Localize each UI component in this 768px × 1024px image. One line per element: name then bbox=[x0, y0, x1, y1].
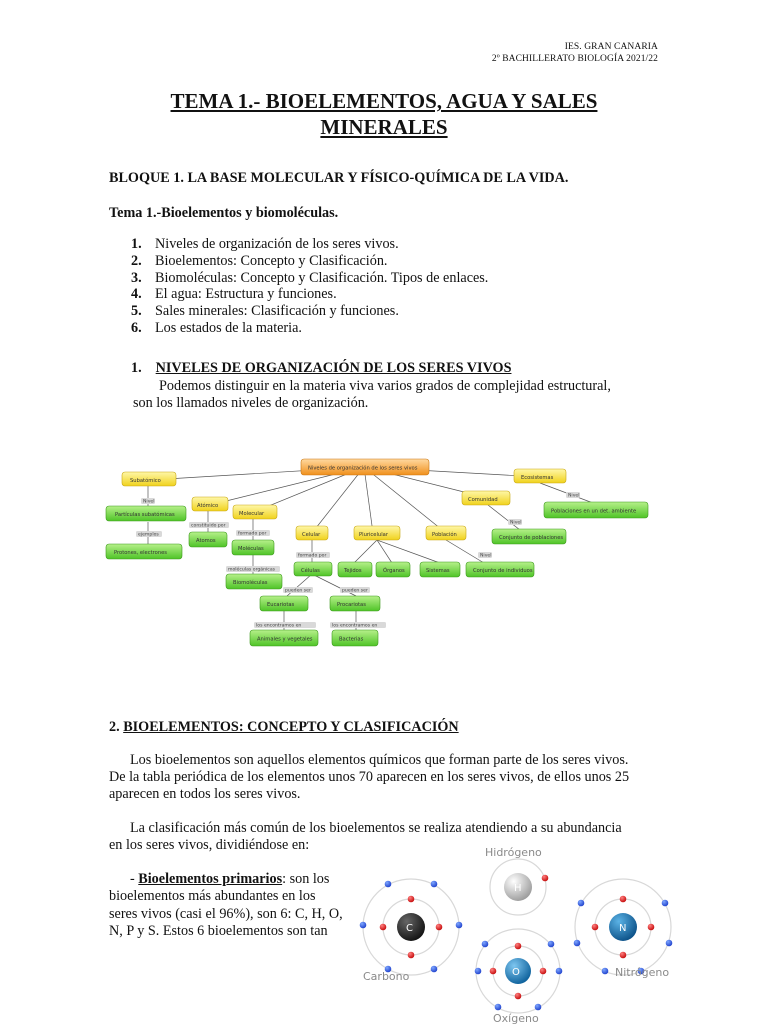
block-heading: BLOQUE 1. LA BASE MOLECULAR Y FÍSICO-QUÍMICA DE LA VIDA. bbox=[109, 170, 569, 186]
map-node-moleculas: Moléculas bbox=[238, 546, 264, 552]
map-node-comunidad: Comunidad bbox=[468, 497, 498, 503]
carbon-symbol: C bbox=[406, 923, 413, 934]
map-connector: los encontramos en bbox=[332, 623, 378, 629]
list-number: 5. bbox=[131, 303, 142, 320]
map-node-sistemas: Sistemas bbox=[426, 568, 450, 574]
map-node-bacterias: Bacterias bbox=[339, 636, 364, 643]
map-node-molecular: Molecular bbox=[239, 511, 265, 517]
map-node-animales: Animales y vegetales bbox=[257, 636, 313, 643]
list-item bbox=[109, 253, 488, 270]
paragraph-line: La clasificación más común de los bioelementos se realiza atendiendo a su abundancia bbox=[130, 820, 622, 836]
map-node-atomos: Atomos bbox=[196, 538, 216, 544]
map-node-poblaciones-ambiente: Poblaciones en un det. ambiente bbox=[551, 508, 637, 515]
title-line-2: MINERALES bbox=[320, 115, 448, 139]
map-connector: moléculas orgánicas bbox=[228, 567, 276, 573]
map-root-label: Niveles de organización de los seres vivos bbox=[308, 465, 418, 472]
map-connector: formado por bbox=[238, 531, 267, 537]
hydrogen-symbol: H bbox=[514, 883, 522, 894]
paragraph-line: aparecen en todos los seres vivos. bbox=[109, 786, 301, 802]
map-node-protones: Protones, electrones bbox=[114, 550, 168, 556]
topic-heading: Tema 1.-Bioelementos y biomoléculas. bbox=[109, 205, 339, 221]
paragraph-line: N, P y S. Estos 6 bioelementos son tan bbox=[109, 923, 328, 940]
map-node-particulas: Partículas subatómicas bbox=[115, 512, 175, 518]
section-title: NIVELES DE ORGANIZACIÓN DE LOS SERES VIVOS bbox=[155, 360, 512, 376]
paragraph-line: en los seres vivos, dividiéndose en: bbox=[109, 837, 310, 853]
map-node-biomoleculas: Biomoléculas bbox=[233, 580, 268, 586]
map-connector: pueden ser bbox=[342, 588, 368, 594]
nitrogen-label: Nitrógeno bbox=[615, 966, 670, 979]
carbon-label: Carbono bbox=[363, 970, 410, 983]
map-connector: Nivel bbox=[568, 493, 580, 499]
oxygen-label: Oxígeno bbox=[493, 1012, 539, 1024]
header-course: 2º BACHILLERATO BIOLOGÍA 2021/22 bbox=[491, 54, 658, 64]
hydrogen-label: Hidrógeno bbox=[485, 846, 542, 859]
list-item bbox=[109, 236, 488, 253]
section-title: BIOELEMENTOS: CONCEPTO Y CLASIFICACIÓN bbox=[123, 719, 459, 735]
oxygen-symbol: O bbox=[512, 967, 520, 978]
map-connector: ejemplos bbox=[138, 532, 159, 538]
table-of-contents bbox=[109, 236, 488, 337]
atoms-figure bbox=[355, 843, 683, 1024]
map-node-celular: Celular bbox=[302, 532, 321, 538]
section-1-heading bbox=[131, 360, 511, 377]
map-connector: Nivel bbox=[480, 553, 492, 559]
list-number: 4. bbox=[131, 286, 142, 303]
map-node-subatomico: Subatómico bbox=[130, 478, 161, 484]
list-text: Sales minerales: Clasificación y funciones. bbox=[155, 303, 399, 320]
list-text: Los estados de la materia. bbox=[155, 319, 302, 336]
map-node-organos: Órganos bbox=[383, 568, 405, 574]
list-text: El agua: Estructura y funciones. bbox=[155, 286, 337, 303]
paragraph-line: son los llamados niveles de organización. bbox=[133, 395, 369, 411]
primary-term: Bioelementos primarios bbox=[138, 871, 283, 887]
map-node-conj-individuos: Conjunto de individuos bbox=[473, 568, 533, 574]
title-line-1: TEMA 1.- BIOELEMENTOS, AGUA Y SALES bbox=[170, 89, 598, 113]
paragraph-line: De la tabla periódica de los elementos unos 70 aparecen en los seres vivos, de ellos unos 25 bbox=[109, 769, 630, 785]
paragraph-line: : son los bbox=[282, 871, 330, 887]
list-number: 3. bbox=[131, 269, 142, 286]
map-node-eucariotas: Eucariotas bbox=[267, 602, 295, 608]
map-node-ecosistemas: Ecosistemas bbox=[521, 475, 554, 481]
page-title bbox=[0, 88, 768, 140]
list-number: 6. bbox=[131, 319, 142, 336]
map-node-pluricelular: Pluricelular bbox=[359, 532, 388, 538]
bullet-dash: - bbox=[130, 871, 139, 887]
map-connector: Nivel bbox=[510, 520, 522, 526]
map-node-poblacion: Población bbox=[432, 532, 457, 538]
list-number: 1. bbox=[131, 236, 142, 252]
nitrogen-symbol: N bbox=[619, 923, 627, 934]
list-item bbox=[109, 270, 488, 287]
paragraph-line: Podemos distinguir en la materia viva varios grados de complejidad estructural, bbox=[159, 378, 611, 394]
paragraph-line: seres vivos (casi el 96%), son 6: C, H, O, bbox=[109, 905, 343, 922]
list-item bbox=[109, 303, 488, 320]
map-node-atomico: Atómico bbox=[197, 503, 219, 509]
concept-map-figure bbox=[100, 443, 656, 655]
section-number: 2. bbox=[109, 719, 120, 735]
paragraph-line: bioelementos más abundantes en los bbox=[109, 888, 316, 905]
list-text: Biomoléculas: Concepto y Clasificación. Tipos de enlaces. bbox=[155, 269, 489, 286]
map-node-conj-poblaciones: Conjunto de poblaciones bbox=[499, 535, 564, 541]
section-1-paragraph bbox=[133, 378, 657, 412]
map-connector: Nivel bbox=[143, 499, 155, 505]
list-text: Niveles de organización de los seres vivos. bbox=[155, 236, 399, 252]
list-item bbox=[109, 286, 488, 303]
map-connector: constituido por bbox=[191, 523, 226, 529]
map-connector: formado por bbox=[298, 553, 327, 559]
map-node-procariotas: Procariotas bbox=[337, 602, 366, 608]
list-text: Bioelementos: Concepto y Clasificación. bbox=[155, 252, 388, 269]
map-connector: pueden ser bbox=[285, 588, 311, 594]
map-node-celulas: Células bbox=[301, 568, 320, 574]
list-number: 2. bbox=[131, 252, 142, 269]
primary-bioelements-paragraph bbox=[109, 871, 343, 941]
section-2-heading bbox=[109, 719, 459, 736]
map-node-tejidos: Tejidos bbox=[344, 568, 362, 574]
section-number: 1. bbox=[131, 360, 142, 376]
map-connector: los encontramos en bbox=[256, 623, 302, 629]
list-item bbox=[109, 320, 488, 337]
header-school: IES. GRAN CANARIA bbox=[564, 42, 658, 52]
section-2-paragraph-1 bbox=[109, 752, 657, 803]
paragraph-line: Los bioelementos son aquellos elementos químicos que forman parte de los seres vivos. bbox=[130, 752, 629, 768]
